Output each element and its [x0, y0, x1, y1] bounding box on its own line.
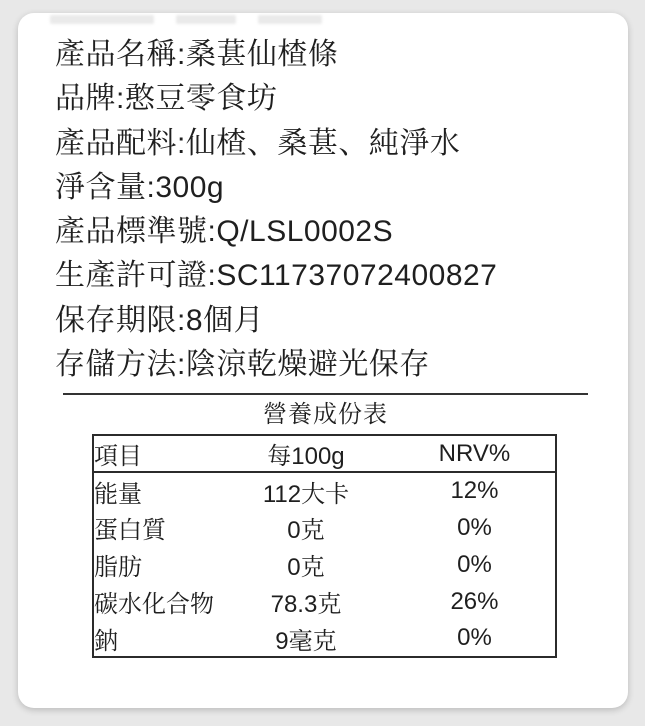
nutrition-header-row: [93, 435, 556, 472]
table-row-carbohydrate: [93, 583, 556, 620]
shelf-life-line: 保存期限:8個月: [55, 303, 265, 337]
production-license-line: 生產許可證:SC11737072400827: [55, 259, 498, 293]
nutrient-value: 78.3克: [270, 591, 342, 618]
nutrition-table: [92, 434, 557, 658]
nutrient-name: 鈉: [94, 627, 118, 655]
section-divider: [63, 393, 588, 395]
nutrient-value: 0克: [287, 517, 325, 544]
nutrient-nrv: 0%: [457, 624, 492, 651]
nutrient-name: 能量: [94, 480, 142, 508]
nutrient-name: 脂肪: [94, 554, 142, 581]
table-row-fat: [93, 546, 556, 583]
nutrition-table-title: 營養成份表: [263, 401, 388, 428]
product-info-card: [18, 13, 628, 708]
table-row-protein: [93, 509, 556, 546]
table-row-energy: [93, 472, 556, 509]
nutrient-name: 蛋白質: [94, 517, 166, 544]
header-per-100g: 每100g: [218, 435, 394, 472]
brand-line: 品牌:憨豆零食坊: [55, 82, 278, 116]
net-weight-line: 淨含量:300g: [55, 170, 225, 204]
table-row-sodium: [93, 620, 556, 657]
header-item: 項目: [93, 435, 218, 472]
nutrient-nrv: 12%: [450, 477, 499, 504]
product-info-list: [55, 33, 608, 387]
product-name-line: 產品名稱:桑葚仙楂條: [55, 38, 339, 71]
nutrient-value: 112大卡: [262, 480, 350, 508]
nutrient-value: 0克: [287, 554, 325, 581]
ingredients-line: 產品配料:仙楂、桑葚、純淨水: [55, 126, 461, 160]
storage-method-line: 存儲方法:陰涼乾燥避光保存: [55, 348, 430, 382]
nutrient-nrv: 0%: [457, 550, 492, 578]
nutrient-nrv: 26%: [450, 587, 499, 615]
cut-off-text-artifact: [258, 15, 322, 24]
nutrient-nrv: 0%: [457, 513, 492, 541]
header-nrv: NRV%: [394, 435, 556, 472]
nutrient-value: 9毫克: [275, 627, 337, 655]
nutrient-name: 碳水化合物: [94, 591, 214, 618]
cut-off-text-artifact: [176, 15, 236, 24]
standard-number-line: 產品標準號:Q/LSL0002S: [55, 215, 394, 249]
cut-off-text-artifact: [50, 15, 154, 24]
